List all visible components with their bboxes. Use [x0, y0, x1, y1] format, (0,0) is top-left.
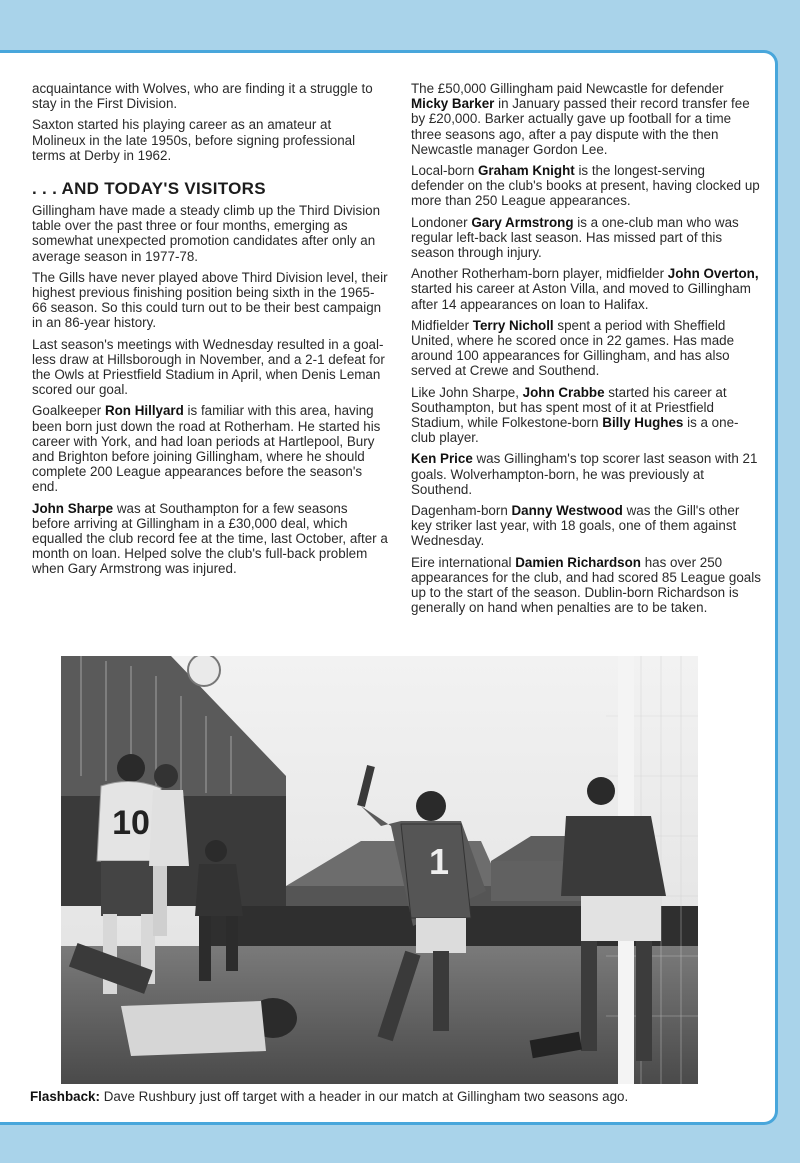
text: Goalkeeper: [32, 403, 105, 419]
text: is familiar with this area, having been born just down the road at Rotherham. He started his career with York, and had loan periods at Hartlepool, Bury and Brighton before joining Gillingham, where he should complete 200 League appearances before the season's end.: [32, 403, 381, 495]
text: was at Southampton for a few seasons before arriving at Gillingham in a £30,000 deal, which equalled the club record fee at the time, last October, after a month on loan. Helped solve the club's full-back problem when Gary Armstrong was injured.: [32, 500, 388, 577]
paragraph: [411, 163, 761, 209]
paragraph: [411, 81, 761, 157]
text: in January passed their record transfer fee by £20,000. Barker actually gave up football for a time three seasons ago, after a pay dispute with the then Newcastle manager Gordon Lee.: [411, 96, 750, 157]
player-name: John Overton,: [667, 266, 759, 282]
text: Eire international: [411, 554, 516, 570]
player-name: Damien Richardson: [515, 554, 641, 570]
text: started his career at Southampton, but has spent most of it at Priestfield Stadium, while Folkestone-born: [411, 384, 727, 431]
text: started his career at Aston Villa, and moved to Gillingham after 14 appearances on loan to Halifax.: [411, 281, 751, 312]
text: is a one-club player.: [411, 415, 739, 446]
paragraph: Gillingham have made a steady climb up the Third Division table over the past three or four months, emerging as somewhat unexpected promotion candidates after only an average season in 1977-78.: [32, 203, 381, 264]
paragraph: [411, 318, 761, 379]
right-column: [411, 81, 761, 622]
text: has over 250 appearances for the club, and had scored 85 League goals up to the start of the season. Dublin-born Richardson is generally on hand when penalties are to be taken.: [411, 554, 761, 616]
player-name: John Crabbe: [522, 384, 605, 400]
paragraph: The Gills have never played above Third Division level, their highest previous finishing position being sixth in the 1965-66 season. So this could turn out to be their best campaign in an 86-year history.: [32, 269, 388, 331]
text: was the Gill's other key striker last year, with 18 goals, one of them against Wednesday.: [411, 503, 740, 549]
text: Another Rotherham-born player, midfielder: [411, 266, 668, 282]
caption-text: Dave Rushbury just off target with a header in our match at Gillingham two seasons ago.: [99, 1089, 629, 1104]
paragraph: [411, 385, 761, 446]
text: Local-born: [411, 163, 478, 179]
section-heading: . . . AND TODAY'S VISITORS: [32, 179, 266, 199]
jersey-number-1: 1: [428, 841, 450, 882]
jersey-number-10: 10: [112, 804, 150, 842]
player-name: Gary Armstrong: [471, 214, 574, 230]
text: is a one-club man who was regular left-back last season. Has missed part of this season through injury.: [411, 214, 739, 261]
player-name: Micky Barker: [411, 96, 495, 112]
player-name: Terry Nicholl: [472, 317, 554, 333]
player-name: Ken Price: [411, 451, 473, 467]
paragraph: Last season's meetings with Wednesday resulted in a goal-less draw at Hillsborough in November, and a 2-1 defeat for the Owls at Priestfield Stadium in April, when Denis Leman scored our goal.: [32, 336, 385, 398]
player-name: Ron Hillyard: [104, 403, 184, 419]
paragraph: [32, 403, 388, 494]
match-photo-illustration: [61, 656, 698, 1084]
paragraph: [32, 501, 388, 577]
paragraph: Saxton started his playing career as an amateur at Molineux in the late 1950s, before signing professional terms at Derby in 1962.: [32, 117, 356, 163]
photo-caption: [30, 1089, 770, 1105]
caption-label: Flashback:: [30, 1089, 100, 1104]
player-name: John Sharpe: [32, 500, 114, 516]
paragraph: [411, 503, 761, 549]
paragraph: [411, 215, 761, 261]
paragraph: [411, 266, 761, 312]
text: Dagenham-born: [411, 503, 512, 519]
player-name: Billy Hughes: [602, 415, 684, 431]
text: was Gillingham's top scorer last season with 21 goals. Wolverhampton-born, he was previously at Southend.: [411, 451, 758, 497]
paragraph: [411, 451, 761, 497]
football: [188, 656, 220, 686]
text: is the longest-serving defender on the club's books at present, having clocked up more than 250 League appearances.: [411, 163, 760, 209]
text: Midfielder: [411, 317, 473, 333]
paragraph: [411, 555, 761, 616]
player-name: Danny Westwood: [511, 503, 623, 519]
paragraph: acquaintance with Wolves, who are finding it a struggle to stay in the First Division.: [32, 81, 373, 112]
left-column: [32, 81, 388, 583]
player-name: Graham Knight: [478, 163, 575, 179]
text: Like John Sharpe,: [411, 384, 523, 400]
match-photo: [61, 656, 698, 1084]
text: Londoner: [411, 214, 472, 230]
text: spent a period with Sheffield United, where he scored once in 22 games. Has made around 100 appearances for Gillingham, and has also served at Crewe and Southend.: [411, 317, 735, 379]
text: The £50,000 Gillingham paid Newcastle for defender: [411, 81, 724, 96]
